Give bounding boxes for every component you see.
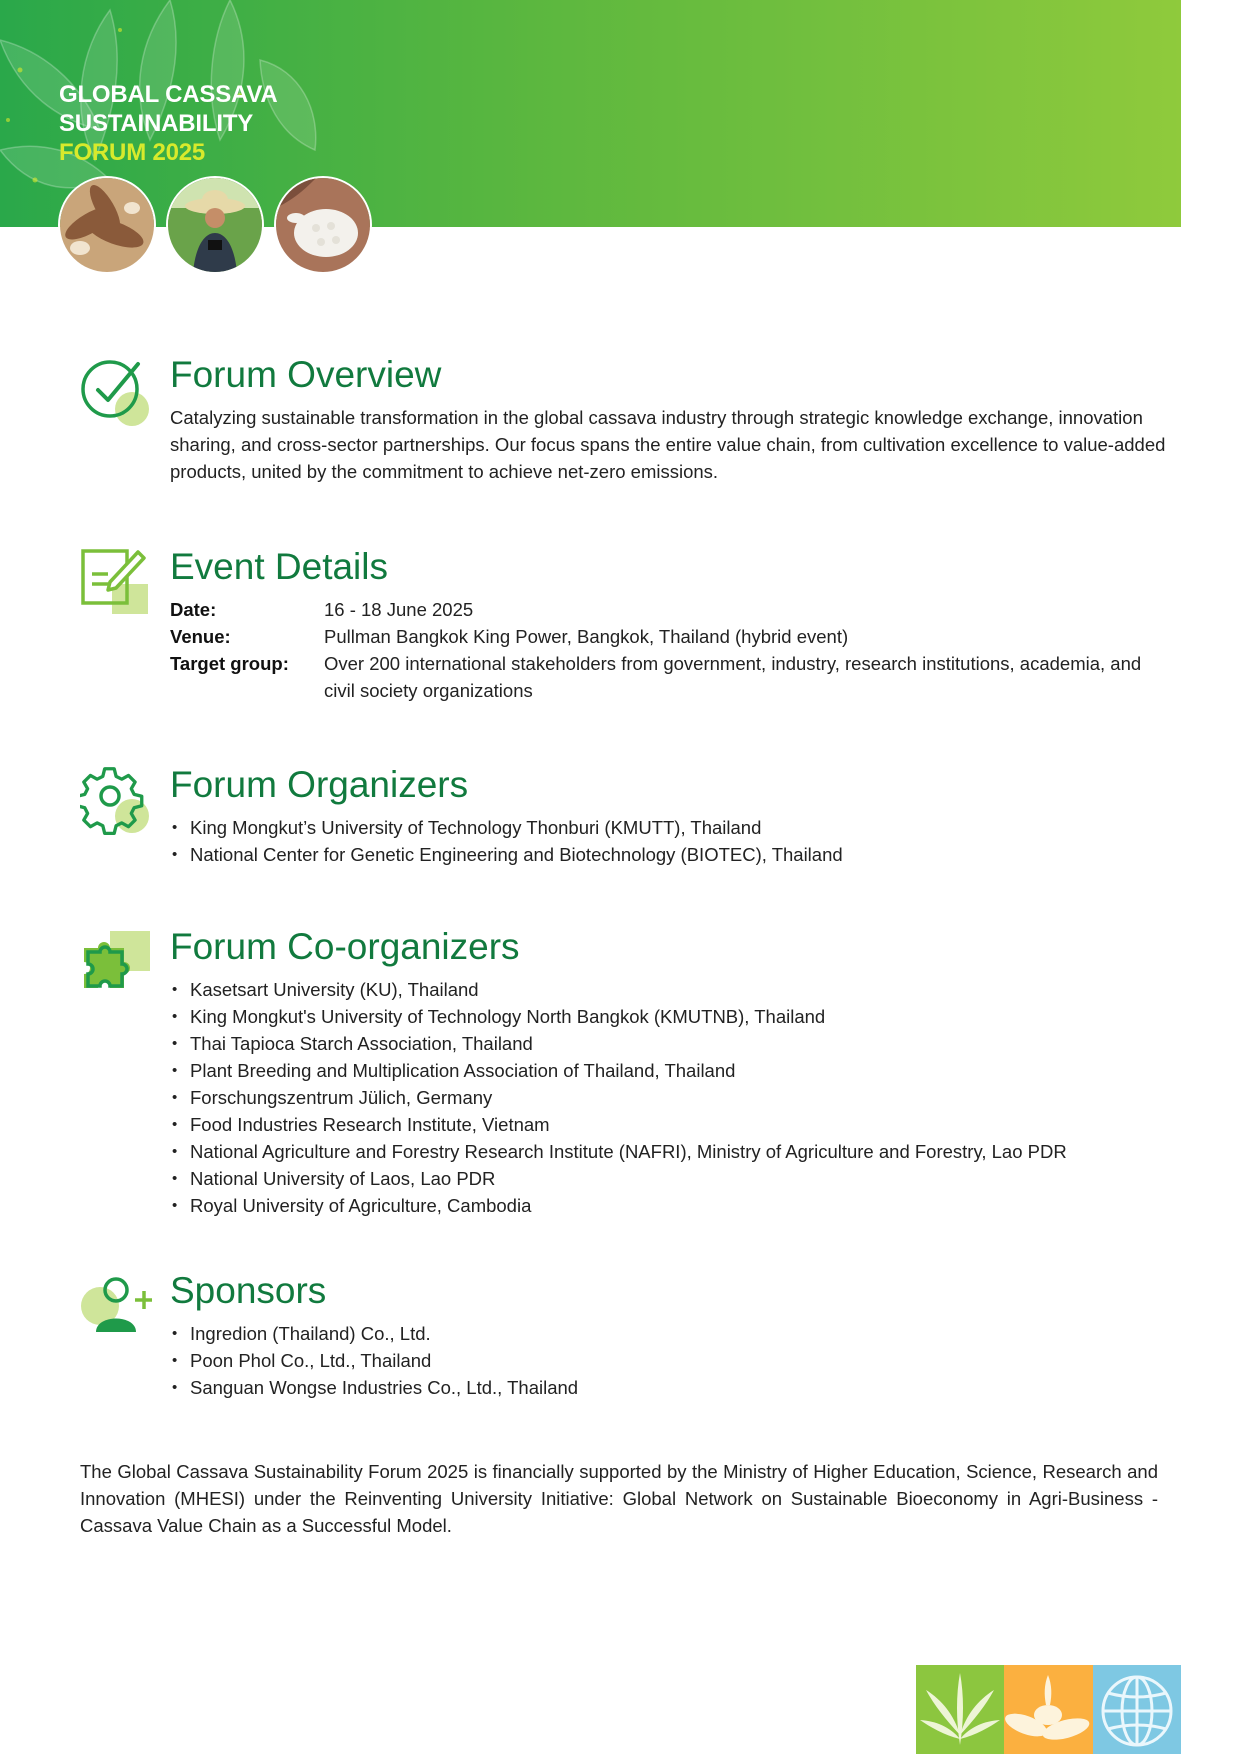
list-item: • Royal University of Agriculture, Cambodia <box>170 1192 1170 1219</box>
sponsors-section <box>80 1270 1170 1410</box>
co-organizers-section <box>80 926 1170 1226</box>
list-item: • Poon Phol Co., Ltd., Thailand <box>170 1347 1170 1374</box>
date-label: Date: <box>170 599 217 620</box>
venue-label: Venue: <box>170 626 231 647</box>
sponsors-heading: Sponsors <box>170 1270 327 1311</box>
add-person-icon <box>80 1270 152 1342</box>
overview-body <box>170 404 1170 485</box>
co-organizers-heading: Forum Co-organizers <box>170 926 520 967</box>
title-line-3: FORUM 2025 <box>59 139 206 166</box>
list-item: • Sanguan Wongse Industries Co., Ltd., Thailand <box>170 1374 1170 1401</box>
organizers-section <box>80 764 1170 874</box>
check-circle-icon <box>80 354 152 426</box>
overview-section <box>80 354 1170 494</box>
list-item: • King Mongkut’s University of Technology Thonburi (KMUTT), Thailand <box>170 814 1170 841</box>
corner-tiles <box>916 1665 1181 1754</box>
title-line-1: GLOBAL CASSAVA <box>59 81 278 108</box>
event-details-section <box>80 546 1170 716</box>
overview-heading: Forum Overview <box>170 354 442 395</box>
list-item: • King Mongkut's University of Technology North Bangkok (KMUTNB), Thailand <box>170 1003 1170 1030</box>
puzzle-icon <box>80 926 152 998</box>
venue-value: Pullman Bangkok King Power, Bangkok, Thailand (hybrid event) <box>324 626 849 647</box>
organizers-heading: Forum Organizers <box>170 764 469 805</box>
organizers-list <box>170 814 1170 868</box>
overview-text: Catalyzing sustainable transformation in the global cassava industry through strategic knowledge exchange, innovation sharing, and cross-sector partnerships. Our focus spans the entire value chain, from cultivation excellence to value-added products, united by the commitment to achieve net-zero emissions. <box>170 407 1166 482</box>
document-edit-icon <box>80 546 152 618</box>
forum-title <box>59 80 278 167</box>
list-item: • Thai Tapioca Starch Association, Thailand <box>170 1030 1170 1057</box>
globe-tile <box>1093 1665 1181 1754</box>
title-line-2: SUSTAINABILITY <box>59 110 254 137</box>
list-item: • Food Industries Research Institute, Vietnam <box>170 1111 1170 1138</box>
event-details-heading: Event Details <box>170 546 388 587</box>
tapioca-starch-photo <box>274 176 372 274</box>
farmer-photo <box>166 176 264 274</box>
co-organizers-body <box>170 976 1170 1219</box>
organizers-body <box>170 814 1170 868</box>
list-item: • Ingredion (Thailand) Co., Ltd. <box>170 1320 1170 1347</box>
co-organizers-list <box>170 976 1170 1219</box>
list-item: • Forschungszentrum Jülich, Germany <box>170 1084 1170 1111</box>
list-item: • National Agriculture and Forestry Research Institute (NAFRI), Ministry of Agriculture and Forestry, Lao PDR <box>170 1138 1170 1165</box>
funding-statement: The Global Cassava Sustainability Forum 2025 is financially supported by the Ministry of Higher Education, Science, Research and Innovation (MHESI) under the Reinventing University Initiative: Global Network on Sustainable Bioeconomy in Agri-Business - Cassava Value Chain as a Successful Model. <box>80 1461 1158 1536</box>
list-item: • Plant Breeding and Multiplication Association of Thailand, Thailand <box>170 1057 1170 1084</box>
sponsors-body <box>170 1320 1170 1401</box>
target-group-label: Target group: <box>170 653 289 674</box>
date-value: 16 - 18 June 2025 <box>324 599 474 620</box>
cassava-roots-photo <box>58 176 156 274</box>
event-details-table <box>170 596 1170 704</box>
target-group-value: Over 200 international stakeholders from government, industry, research institutions, academia, and civil society organizations <box>324 653 1142 701</box>
sponsors-list <box>170 1320 1170 1401</box>
cassava-root-tile <box>1002 1665 1093 1754</box>
cassava-leaf-tile <box>916 1665 1004 1754</box>
list-item: • National Center for Genetic Engineering and Biotechnology (BIOTEC), Thailand <box>170 841 1170 868</box>
list-item: • Kasetsart University (KU), Thailand <box>170 976 1170 1003</box>
list-item: • National University of Laos, Lao PDR <box>170 1165 1170 1192</box>
gear-icon <box>80 764 152 836</box>
